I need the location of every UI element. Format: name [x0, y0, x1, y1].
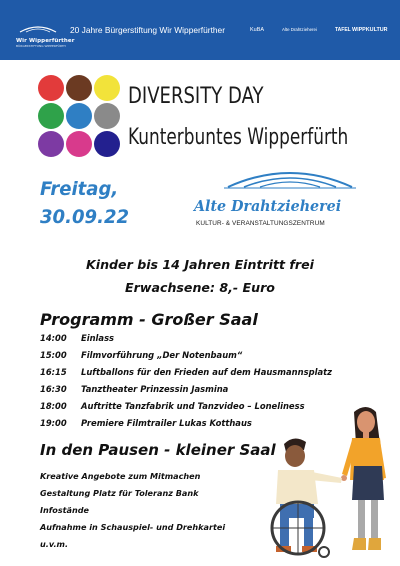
program-event: Luftballons für den Frieden auf dem Hausmannsplatz: [81, 367, 332, 377]
program-row: [40, 384, 370, 398]
pause-item: Infostände: [40, 505, 90, 515]
program-time: 16:15: [40, 367, 67, 377]
pause-item: Kreative Angebote zum Mitmachen: [40, 471, 201, 481]
program-time: 15:00: [40, 350, 67, 360]
program-time: 18:00: [40, 401, 67, 411]
buergerstiftung-logo: [16, 19, 75, 48]
logo-wordmark: Wir Wipperfürther: [16, 38, 75, 44]
program-time: 14:00: [40, 333, 67, 343]
logo-subtitle: BÜRGERSTIFTUNG WIPPERFÜRTH: [16, 44, 66, 48]
page-subtitle: Kunterbuntes Wipperfürth: [128, 125, 349, 150]
dot-green: [38, 103, 64, 129]
top-banner: [0, 0, 400, 60]
dot-navy: [94, 131, 120, 157]
woman-leg: [371, 500, 378, 538]
color-dots-grid: [38, 75, 122, 159]
event-day: Freitag,: [40, 178, 119, 200]
venue-roof-icon: [220, 165, 360, 191]
program-event: Einlass: [81, 333, 115, 343]
woman-skirt: [352, 466, 384, 500]
man-face: [285, 445, 305, 467]
page-title: DIVERSITY DAY: [128, 84, 264, 109]
partner-logo-wippkultur: WIPPKULTUR: [352, 27, 388, 33]
program-time: 16:30: [40, 384, 67, 394]
woman-boot: [368, 538, 381, 550]
program-row: [40, 333, 370, 347]
partner-logo-drahtzieherei: Alte Drahtzieherei: [282, 27, 317, 32]
woman-leg: [358, 500, 365, 538]
dot-gray: [94, 103, 120, 129]
program-row: [40, 367, 370, 381]
pause-item: Gestaltung Platz für Toleranz Bank: [40, 488, 199, 498]
pause-item: u.v.m.: [40, 539, 69, 549]
dot-blue: [66, 103, 92, 129]
program-time: 19:00: [40, 418, 67, 428]
partner-logo-tafel: TAFEL: [335, 27, 351, 33]
dot-purple: [38, 131, 64, 157]
woman-face: [357, 411, 375, 433]
venue-name: Alte Drahtzieherei: [194, 197, 342, 215]
pauses-heading: In den Pausen - kleiner Saal: [40, 441, 276, 459]
admission-adults: Erwachsene: 8,- Euro: [125, 280, 275, 295]
wheelchair-friends-illustration: [262, 400, 392, 562]
program-heading: Programm - Großer Saal: [40, 310, 258, 329]
dot-yellow: [94, 75, 120, 101]
woman-boot: [352, 538, 366, 550]
program-row: [40, 350, 370, 364]
venue-subtitle: KULTUR- & VERANSTALTUNGSZENTRUM: [196, 220, 325, 227]
partner-logo-kuba: KuBA: [250, 27, 265, 33]
bridge-logo-icon: [16, 24, 60, 34]
dot-brown: [66, 75, 92, 101]
banner-headline: 20 Jahre Bürgerstiftung Wir Wipperfürther: [70, 25, 225, 35]
event-date: 30.09.22: [40, 206, 130, 228]
pause-item: Aufnahme in Schauspiel- und Drehkartei: [40, 522, 226, 532]
venue-logo: [190, 165, 370, 235]
dot-pink: [66, 131, 92, 157]
dot-red: [38, 75, 64, 101]
program-event: Auftritte Tanzfabrik und Tanzvideo – Loneliness: [81, 401, 305, 411]
program-event: Tanztheater Prinzessin Jasmina: [81, 384, 229, 394]
program-event: Premiere Filmtrailer Lukas Kotthaus: [81, 418, 252, 428]
program-event: Filmvorführung „Der Notenbaum“: [81, 350, 243, 360]
admission-kids: Kinder bis 14 Jahren Eintritt frei: [86, 257, 314, 272]
